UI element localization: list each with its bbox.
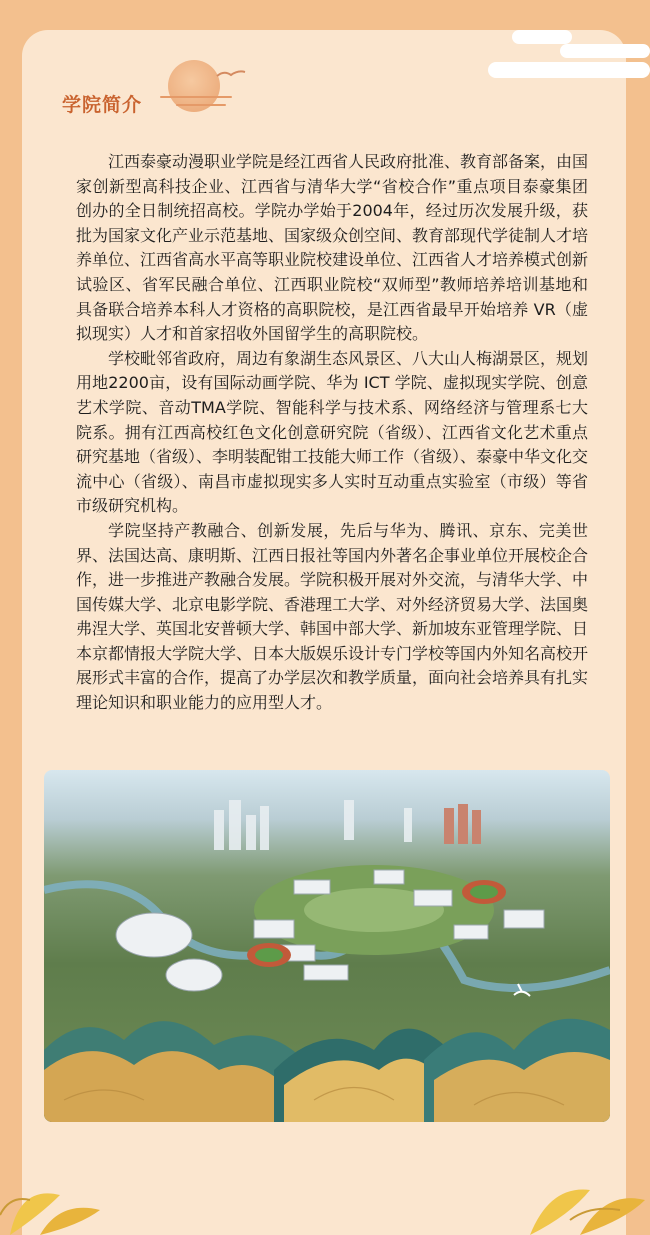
cloud-icon bbox=[512, 30, 572, 44]
section-title: 学院简介 bbox=[62, 94, 143, 116]
intro-text bbox=[76, 150, 588, 716]
sun-line bbox=[176, 104, 226, 106]
cloud-icon bbox=[488, 62, 650, 78]
paragraph-2: 学校毗邻省政府，周边有象湖生态风景区、八大山人梅湖景区，规划用地2200亩，设有国际动画学院、华为 ICT 学院、虚拟现实学院、创意艺术学院、音动TMA学院、智能科学与技术系、网络经济与管理系七大院系。拥有江西高校红色文化创意研究院（省级）、江西省文化艺术重点研究基地（省级）、李明装配钳工技能大师工作（省级）、泰豪中华文化交流中心（省级）、南昌市虚拟现实多人实时互动重点实验室（市级）等省市级研究机构。 bbox=[76, 348, 589, 516]
cloud-icon bbox=[560, 44, 650, 58]
paragraph-1: 江西泰豪动漫职业学院是经江西省人民政府批准、教育部备案，由国家创新型高科技企业、江西省与清华大学“省校合作”重点项目泰豪集团创办的全日制统招高校。学院办学始于2004年，经过历次发展升级，获批为国家文化产业示范基地、国家级众创空间、教育部现代学徒制人才培养单位、江西省高水平高等职业院校建设单位、江西省人才培养模式创新试验区、省军民融合单位、江西职业院校“双师型”教师培养培训基地和具备联合培养本科人才资格的高职院校，是江西省最早开始培养 VR（虚拟现实）人才和首家招收外国留学生的高职院校。 bbox=[76, 152, 589, 344]
sun-line bbox=[160, 96, 232, 98]
campus-aerial-image bbox=[44, 770, 610, 1122]
paragraph-3: 学院坚持产教融合、创新发展，先后与华为、腾讯、京东、完美世界、法国达高、康明斯、江西日报社等国内外著名企事业单位开展校企合作，进一步推进产教融合发展。学院积极开展对外交流，与清华大学、中国传媒大学、北京电影学院、香港理工大学、对外经济贸易大学、法国奥弗涅大学、英国北安普顿大学、韩国中部大学、新加坡东亚管理学院、日本京都情报大学院大学、日本大版娱乐设计专门学校等国内外知名高校开展形式丰富的合作，提高了办学层次和教学质量，面向社会培养具有扎实理论知识和职业能力的应用型人才。 bbox=[76, 520, 589, 713]
bird-icon bbox=[216, 68, 246, 82]
ginkgo-leaf-icon bbox=[0, 1165, 120, 1235]
campus-illustration bbox=[44, 770, 610, 1122]
ginkgo-leaf-icon bbox=[510, 1160, 650, 1235]
